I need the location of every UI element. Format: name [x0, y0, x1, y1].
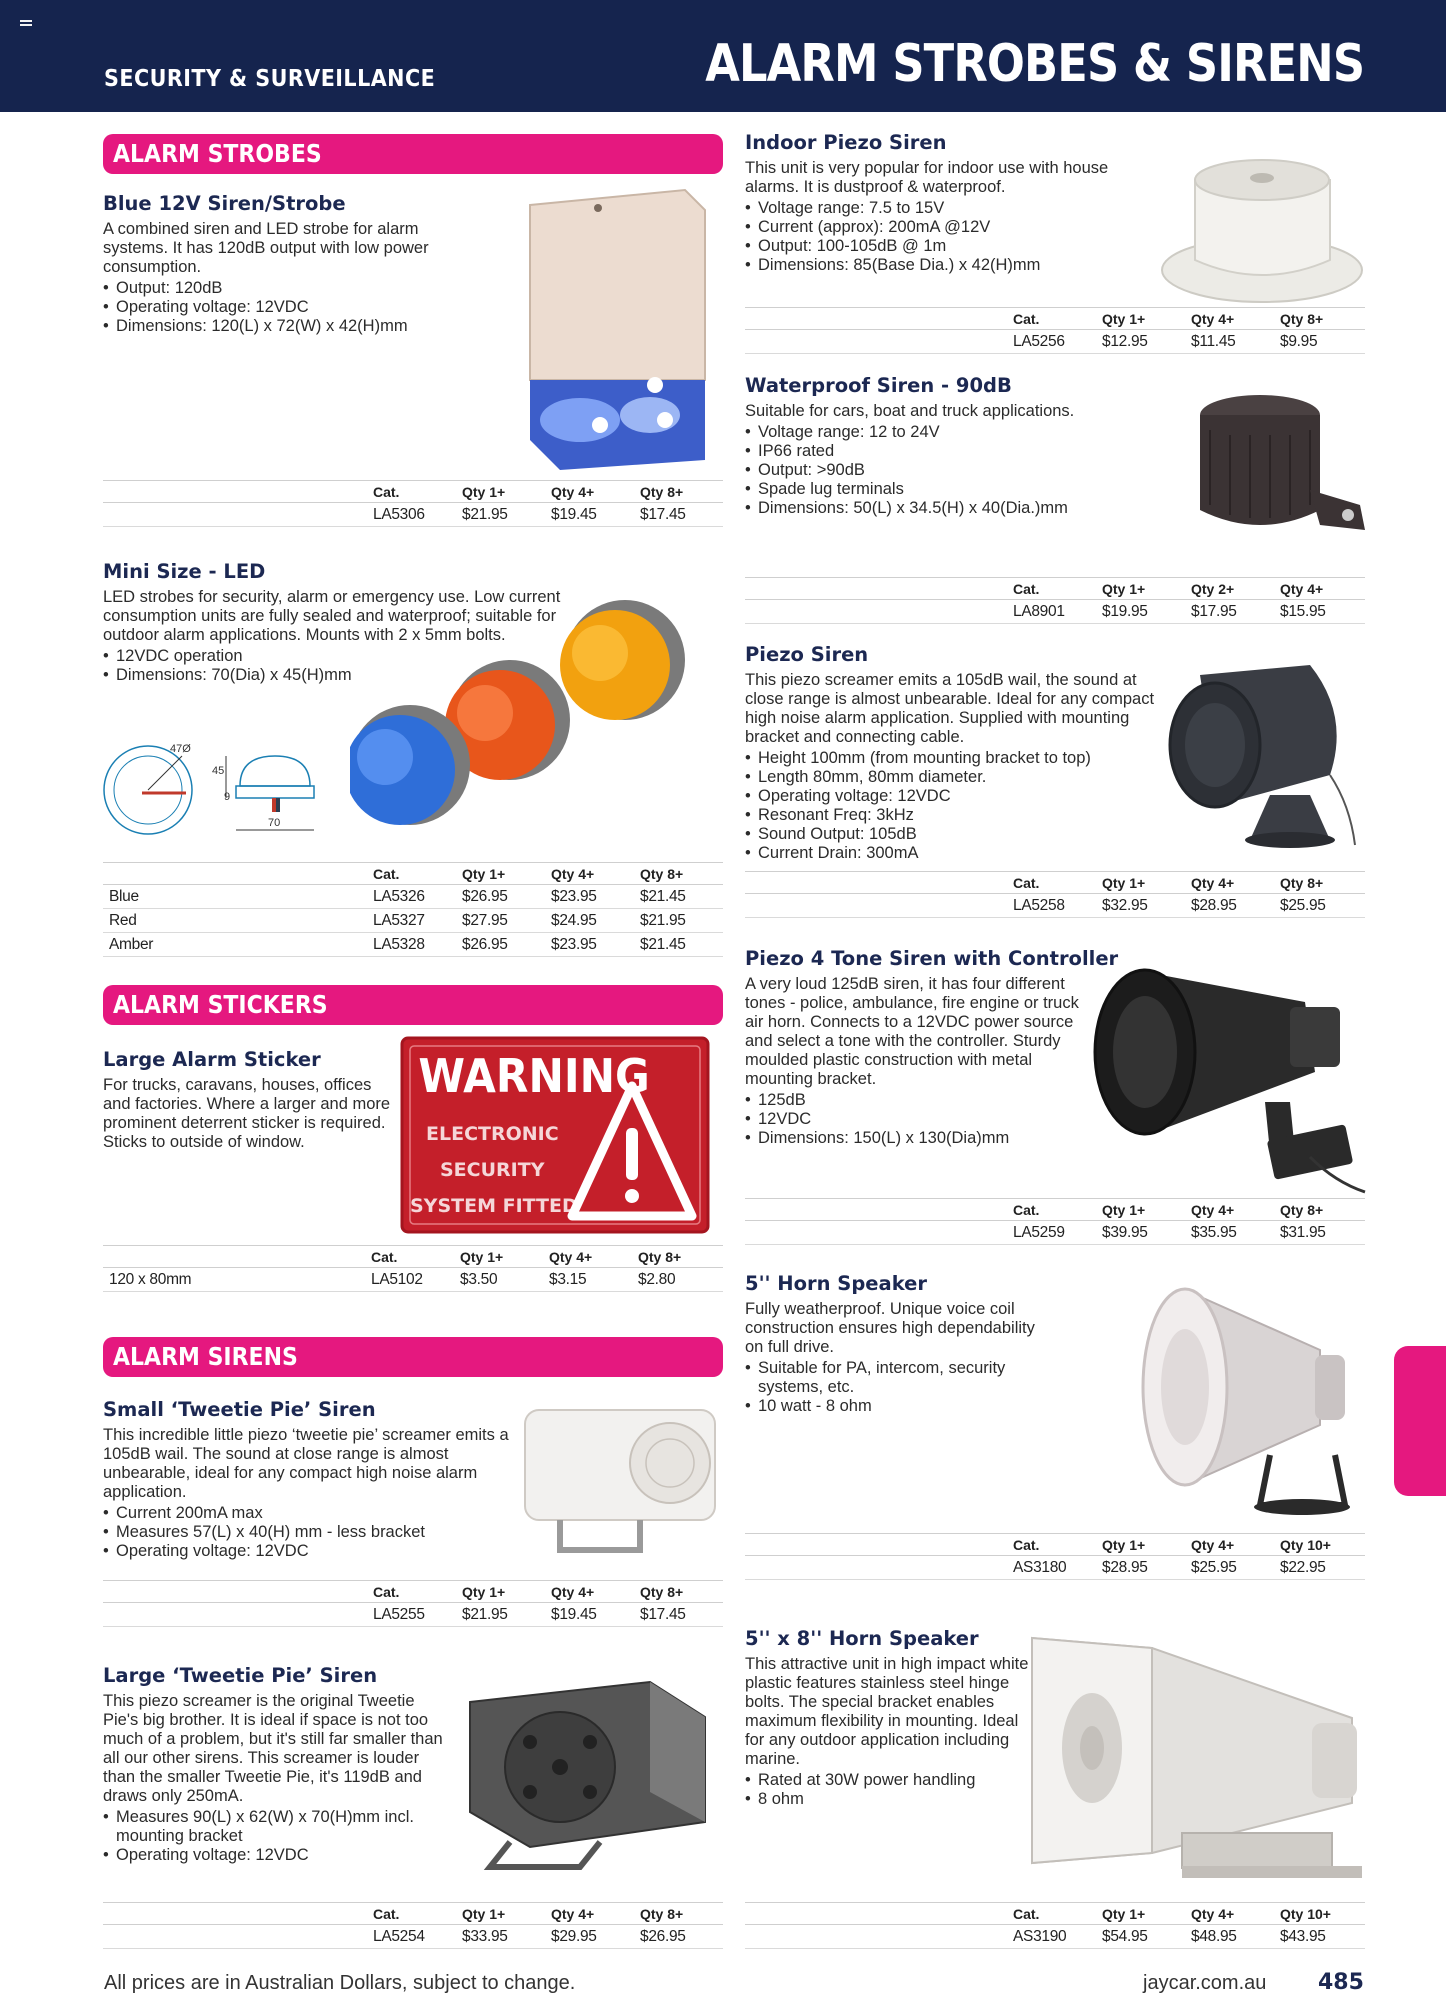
table-row: LA5254 $33.95 $29.95 $26.95: [103, 1925, 723, 1949]
page-header: [0, 0, 1446, 112]
large-tweetie-image: [450, 1672, 720, 1872]
product-title: Indoor Piezo Siren: [745, 131, 947, 154]
spec-item: • Length 80mm, 80mm diameter.: [745, 768, 1155, 787]
spec-list: [745, 1771, 1030, 1809]
spec-item: • Voltage range: 7.5 to 15V: [745, 199, 1115, 218]
footer-url[interactable]: jaycar.com.au: [1143, 1972, 1267, 1994]
product-description: This attractive unit in high impact white plastic features stainless steel hinge bolts. The special bracket enables maximum flexibility in mounting. Ideal for any outdoor application including marine.: [745, 1655, 1029, 1768]
height-label: 45: [212, 765, 225, 777]
col-cat: Cat.: [373, 481, 462, 503]
diameter-label: 47Ø: [170, 743, 191, 755]
product-alarm-sticker: [103, 1048, 393, 1152]
product-title: Blue 12V Siren/Strobe: [103, 192, 346, 215]
product-description: LED strobes for security, alarm or emergency use. Low current consumption units are fully sealed and waterproof; suitable for outdoor alarm applications. Mounts with 2 x 5mm bolts.: [103, 588, 561, 644]
spec-list: [103, 1504, 513, 1561]
product-waterproof-siren: [745, 374, 1165, 518]
product-blue-siren-strobe: [103, 192, 483, 336]
table-row: LA5256 $12.95 $11.45 $9.95: [745, 330, 1365, 354]
blue-strobe-image: [500, 180, 710, 480]
spec-list: [745, 199, 1115, 275]
product-5x8-horn-speaker: [745, 1627, 1030, 1809]
width-label: 70: [268, 817, 281, 829]
table-row: Red LA5327 $27.95 $24.95 $21.95: [103, 909, 723, 933]
spec-item: • Current 200mA max: [103, 1504, 513, 1523]
spec-item: • 125dB: [745, 1091, 1085, 1110]
section-alarm-sirens: ALARM SIRENS: [103, 1337, 723, 1377]
spec-item: • Dimensions: 50(L) x 34.5(H) x 40(Dia.)mm: [745, 499, 1165, 518]
product-title: Mini Size - LED: [103, 560, 266, 583]
product-description: Fully weatherproof. Unique voice coil construction ensures high dependability on full drive.: [745, 1300, 1035, 1356]
dimension-diagram: [100, 738, 340, 842]
table-row: LA5306 $21.95 $19.45 $17.45: [103, 503, 723, 527]
product-title: 5'' Horn Speaker: [745, 1272, 927, 1295]
sign-line-2: ELECTRONIC: [426, 1123, 559, 1145]
product-description: A combined siren and LED strobe for alarm systems. It has 120dB output with low power consumption.: [103, 220, 429, 276]
col-qty8: Qty 8+: [640, 481, 723, 503]
four-tone-siren-image: [1085, 952, 1370, 1197]
menu-icon: [20, 20, 32, 26]
piezo-siren-image: [1160, 655, 1360, 850]
spec-item: • Measures 57(L) x 40(H) mm - less bracket: [103, 1523, 513, 1542]
col-qty1: Qty 1+: [462, 481, 551, 503]
base-height-label: 9: [224, 791, 231, 803]
spec-item: • Resonant Freq: 3kHz: [745, 806, 1155, 825]
table-row: LA5258 $32.95 $28.95 $25.95: [745, 894, 1365, 918]
horn-speaker-5x8-image: [1012, 1628, 1372, 1888]
spec-item: • Operating voltage: 12VDC: [103, 1542, 513, 1561]
product-description: Suitable for cars, boat and truck applications.: [745, 402, 1075, 420]
sign-warning-text: WARNING: [418, 1050, 650, 1104]
product-title: Waterproof Siren - 90dB: [745, 374, 1012, 397]
price-table: Cat. Qty 1+ Qty 4+ Qty 8+ LA5256 $12.95 $11.45 $9.95: [745, 307, 1365, 354]
spec-item: • Operating voltage: 12VDC: [103, 298, 483, 317]
product-description: A very loud 125dB siren, it has four different tones - police, ambulance, fire engine or truck air horn. Connects to a 12VDC power source and select a tone with the controller. Sturdy moulded plastic construction with metal mounting bracket.: [745, 975, 1079, 1088]
spec-item: • Measures 90(L) x 62(W) x 70(H)mm incl. mounting bracket: [103, 1808, 453, 1846]
spec-list: [745, 749, 1155, 863]
spec-item: • Suitable for PA, intercom, security systems, etc.: [745, 1359, 1055, 1397]
price-table: Cat. Qty 1+ Qty 4+ Qty 8+ LA5255 $21.95 $19.45 $17.45: [103, 1580, 723, 1627]
table-row: Blue LA5326 $26.95 $23.95 $21.45: [103, 885, 723, 909]
horn-speaker-5-image: [1130, 1275, 1370, 1520]
product-description: For trucks, caravans, houses, offices and factories. Where a larger and more prominent deterrent sticker is required. Sticks to outside of window.: [103, 1076, 391, 1151]
table-row: Amber LA5328 $26.95 $23.95 $21.45: [103, 933, 723, 957]
sign-line-3: SECURITY: [440, 1159, 545, 1181]
spec-list: [745, 423, 1165, 518]
table-row: LA5255 $21.95 $19.45 $17.45: [103, 1603, 723, 1627]
spec-list: [745, 1091, 1085, 1148]
category-label: SECURITY & SURVEILLANCE: [104, 66, 436, 92]
product-title: Large ‘Tweetie Pie’ Siren: [103, 1664, 378, 1687]
spec-item: • Output: 100-105dB @ 1m: [745, 237, 1115, 256]
table-row: AS3190 $54.95 $48.95 $43.95: [745, 1925, 1365, 1949]
product-5-horn-speaker: [745, 1272, 1055, 1416]
footer-note: All prices are in Australian Dollars, subject to change.: [104, 1972, 576, 1994]
spec-item: • Output: 120dB: [103, 279, 483, 298]
product-title: Piezo 4 Tone Siren with Controller: [745, 947, 1119, 970]
spec-item: • Current Drain: 300mA: [745, 844, 1155, 863]
spec-item: • 12VDC operation: [103, 647, 573, 666]
table-row: LA5259 $39.95 $35.95 $31.95: [745, 1221, 1365, 1245]
product-large-tweetie-pie: [103, 1664, 453, 1865]
spec-item: • Height 100mm (from mounting bracket to top): [745, 749, 1155, 768]
indoor-piezo-image: [1160, 140, 1365, 305]
table-row: 120 x 80mm LA5102 $3.50 $3.15 $2.80: [103, 1268, 723, 1292]
section-alarm-stickers: ALARM STICKERS: [103, 985, 723, 1025]
spec-item: • Dimensions: 85(Base Dia.) x 42(H)mm: [745, 256, 1115, 275]
product-title: Large Alarm Sticker: [103, 1048, 321, 1071]
spec-item: • Spade lug terminals: [745, 480, 1165, 499]
product-indoor-piezo-siren: [745, 131, 1115, 275]
spec-item: • Sound Output: 105dB: [745, 825, 1155, 844]
price-table: Cat. Qty 1+ Qty 4+ Qty 10+ AS3190 $54.95 $48.95 $43.95: [745, 1902, 1365, 1949]
price-table: Cat. Qty 1+ Qty 4+ Qty 8+ LA5259 $39.95 $35.95 $31.95: [745, 1198, 1365, 1245]
spec-item: • Voltage range: 12 to 24V: [745, 423, 1165, 442]
price-table: Cat. Qty 1+ Qty 2+ Qty 4+ LA8901 $19.95 $17.95 $15.95: [745, 577, 1365, 624]
product-description: This incredible little piezo ‘tweetie pie’ screamer emits a 105dB wail. The sound at close range is almost unbearable, ideal for any compact high noise alarm application.: [103, 1426, 509, 1501]
spec-item: • 10 watt - 8 ohm: [745, 1397, 1055, 1416]
led-strobes-image: [350, 595, 720, 865]
section-side-tab[interactable]: [1394, 1346, 1446, 1496]
small-tweetie-image: [520, 1405, 720, 1555]
price-table: Cat. Qty 1+ Qty 4+ Qty 8+ Blue LA5326 $26.95 $23.95 $21.45 Red LA5327 $27.95 $24.95 $21.95 Amber LA5328 $26.95 $23.95 $21.45: [103, 862, 723, 957]
spec-item: • Current (approx): 200mA @12V: [745, 218, 1115, 237]
spec-item: • 12VDC: [745, 1110, 1085, 1129]
spec-item: • Operating voltage: 12VDC: [745, 787, 1155, 806]
sign-line-4: SYSTEM FITTED: [410, 1195, 578, 1217]
price-table: Cat. Qty 1+ Qty 4+ Qty 8+ 120 x 80mm LA5102 $3.50 $3.15 $2.80: [103, 1245, 723, 1292]
section-alarm-strobes: ALARM STROBES: [103, 134, 723, 174]
price-table: [103, 480, 723, 527]
product-title: 5'' x 8'' Horn Speaker: [745, 1627, 979, 1650]
price-table: Cat. Qty 1+ Qty 4+ Qty 8+ LA5254 $33.95 $29.95 $26.95: [103, 1902, 723, 1949]
spec-item: • Operating voltage: 12VDC: [103, 1846, 453, 1865]
spec-item: • Output: >90dB: [745, 461, 1165, 480]
product-description: This piezo screamer is the original Tweetie Pie's big brother. It is ideal if space is not too much of a problem, but it's still far smaller than all our other sirens. This screamer is louder than the smaller Tweetie Pie, it's 119dB and draws only 250mA.: [103, 1692, 443, 1805]
spec-item: • Dimensions: 70(Dia) x 45(H)mm: [103, 666, 573, 685]
product-4-tone-siren: [745, 947, 1119, 1148]
spec-item: • IP66 rated: [745, 442, 1165, 461]
page-number: 485: [1318, 1970, 1364, 1995]
table-row: AS3180 $28.95 $25.95 $22.95: [745, 1556, 1365, 1580]
product-title: Piezo Siren: [745, 643, 869, 666]
spec-item: • Rated at 30W power handling: [745, 1771, 1030, 1790]
spec-item: • Dimensions: 120(L) x 72(W) x 42(H)mm: [103, 317, 483, 336]
spec-item: • 8 ohm: [745, 1790, 1030, 1809]
page-title: ALARM STROBES & SIRENS: [705, 34, 1364, 94]
product-small-tweetie-pie: [103, 1398, 513, 1561]
price-table: Cat. Qty 1+ Qty 4+ Qty 8+ LA5258 $32.95 $28.95 $25.95: [745, 871, 1365, 918]
col-qty4: Qty 4+: [551, 481, 640, 503]
price-table: Cat. Qty 1+ Qty 4+ Qty 10+ AS3180 $28.95 $25.95 $22.95: [745, 1533, 1365, 1580]
product-title: Small ‘Tweetie Pie’ Siren: [103, 1398, 376, 1421]
warning-sticker-image: [400, 1036, 710, 1234]
spec-list: [103, 279, 483, 336]
product-description: This piezo screamer emits a 105dB wail, the sound at close range is almost unbearable. Ideal for any compact high noise alarm application. Supplied with mounting bracket and connecting cable.: [745, 671, 1155, 746]
product-piezo-siren: [745, 643, 1155, 863]
spec-list: [103, 1808, 453, 1865]
product-description: This unit is very popular for indoor use with house alarms. It is dustproof & waterproof.: [745, 159, 1109, 196]
spec-item: • Dimensions: 150(L) x 130(Dia)mm: [745, 1129, 1085, 1148]
spec-list: [745, 1359, 1055, 1416]
table-row: LA8901 $19.95 $17.95 $15.95: [745, 600, 1365, 624]
waterproof-siren-image: [1180, 380, 1370, 550]
